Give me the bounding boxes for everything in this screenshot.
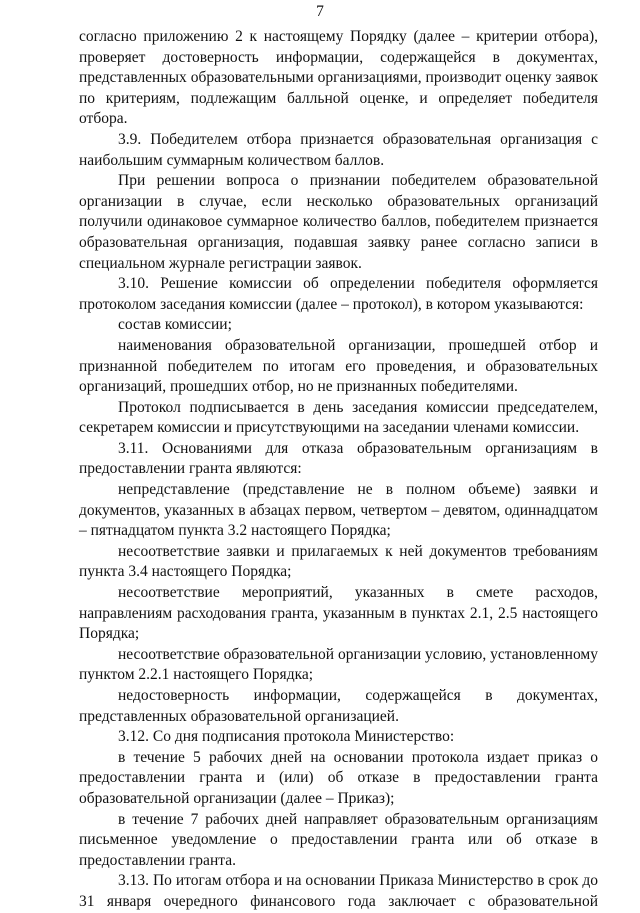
paragraph-notice: в течение 7 рабочих дней направляет образовательным организациям письменное уведомление о предоставлении гранта или об отказе в предоставлении гранта. [79,810,598,869]
page-number: 7 [316,3,324,20]
paragraph-order: в течение 5 рабочих дней на основании протокола издает приказ о предоставлении гранта и (или) об отказе в предоставлении гранта образовательной организации (далее – Приказ); [79,748,598,807]
paragraph-non-submission: непредставление (представление не в полном объеме) заявки и документов, указанных в абзацах первом, четвертом – девятом, одиннадцатом – пятнадцатом пункта 3.2 настоящего Порядка; [79,481,598,540]
paragraph-non-compliance-org: несоответствие образовательной организации условию, установленному пунктом 2.2.1 настоящего Порядка; [79,645,598,684]
paragraph-3-12: 3.12. Со дня подписания протокола Министерство: [118,728,455,746]
paragraph-names: наименования образовательной организации, прошедшей отбор и признанной победителем по итогам его проведения, и образовательных организаций, прошедших отбор, но не признанных победителями. [79,336,598,396]
paragraph-composition: состав комиссии; [118,316,232,334]
paragraph-intro: согласно приложению 2 к настоящему Порядку (далее – критерии отбора), проверяет достоверность информации, содержащейся в документах, представленных образовательными организациями, производит оценку заявок по критериям, подлежащим балльной оценке, и определяет победителя отбора. [79,28,598,128]
paragraph-non-compliance-docs: несоответствие заявки и прилагаемых к ней документов требованиям пункта 3.4 настоящего Порядка; [79,542,598,581]
paragraph-3-13: 3.13. По итогам отбора и на основании Приказа Министерство в срок до 31 января очередного финансового года заключает с образовательной [79,872,598,910]
paragraph-protocol-signed: Протокол подписывается в день заседания комиссии председателем, секретарем комиссии и присутствующими на заседании членами комиссии. [79,398,598,437]
paragraph-3-9: 3.9. Победителем отбора признается образовательная организация с наибольшим суммарным количеством баллов. [79,130,598,169]
paragraph-non-compliance-budget: несоответствие мероприятий, указанных в смете расходов, направлениям расходования гранта, указанным в пунктах 2.1, 2.5 настоящего Порядка; [79,584,598,643]
paragraph-unreliable: недостоверность информации, содержащейся в документах, представленных образовательной организацией. [79,687,598,725]
paragraph-equal-score: При решении вопроса о признании победителем образовательной организации в случае, если несколько образовательных организаций получили одинаковое суммарное количество баллов, победителем признается образовательная организация, подавшая заявку ранее согласно записи в специальном журнале регистрации заявок. [79,172,598,272]
document-body [79,27,598,913]
paragraph-3-11: 3.11. Основаниями для отказа образовательным организациям в предоставлении гранта являются: [79,439,598,478]
paragraph-3-10: 3.10. Решение комиссии об определении победителя оформляется протоколом заседания комиссии (далее – протокол), в котором указываются: [79,275,598,313]
